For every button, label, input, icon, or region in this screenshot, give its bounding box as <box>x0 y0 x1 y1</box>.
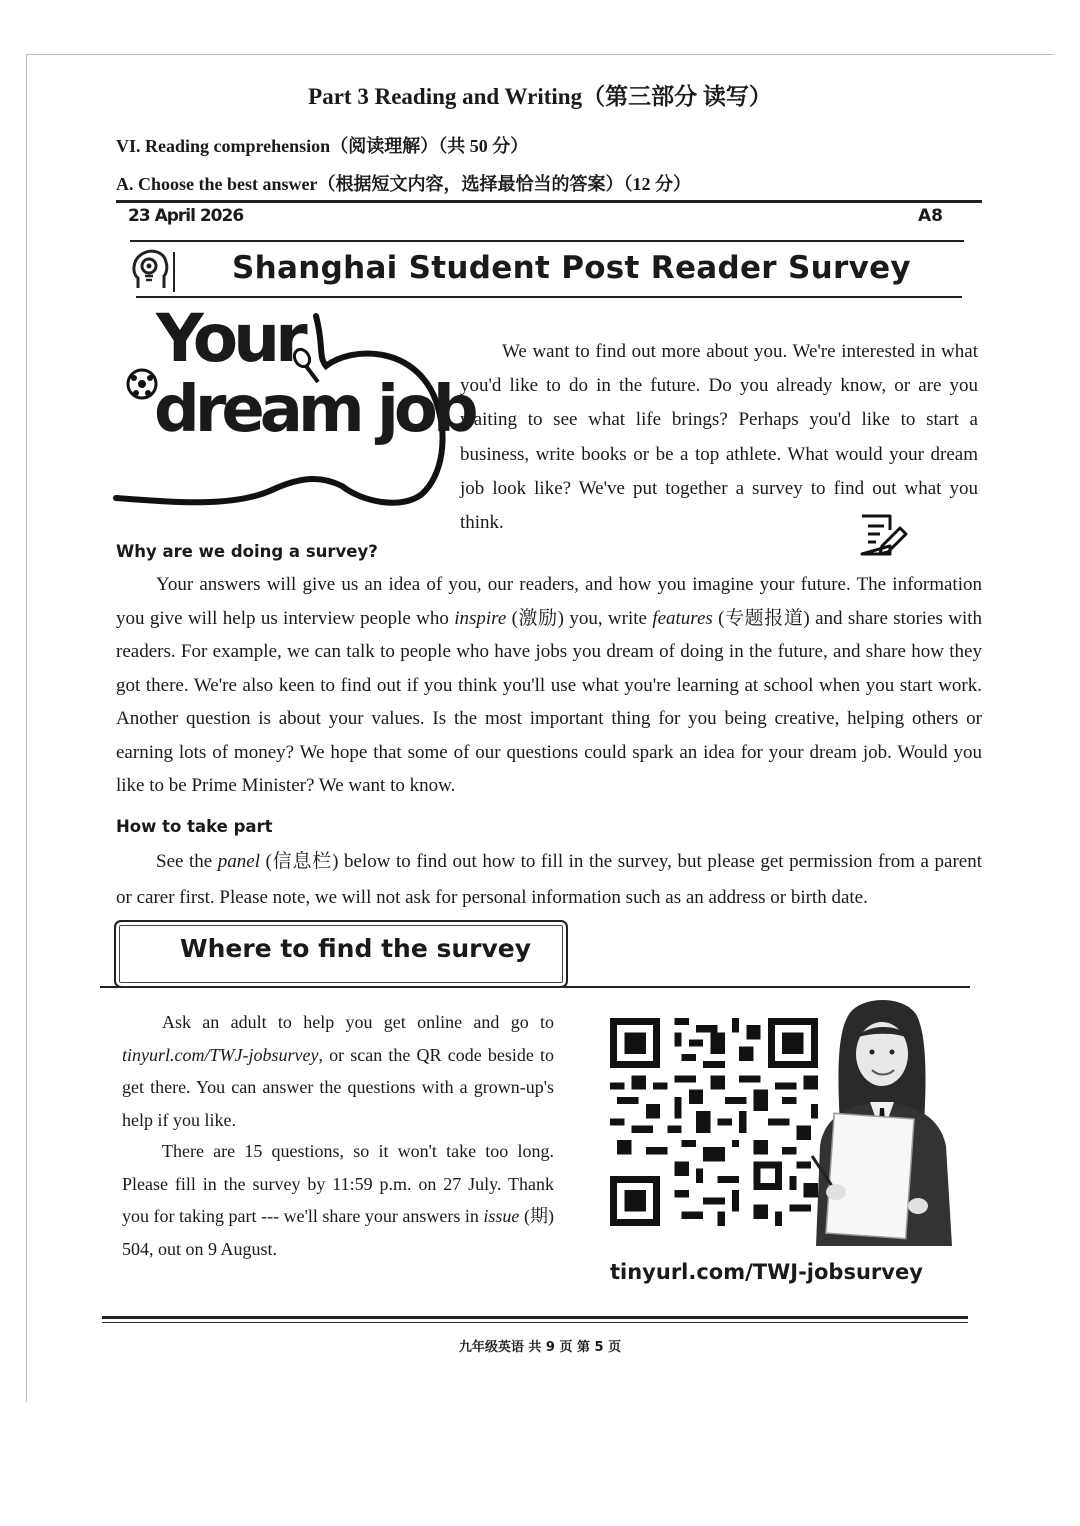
section-heading: VI. Reading comprehension（阅读理解）（共 50 分） <box>116 136 529 156</box>
dream-job-graphic-line2: dream job <box>154 373 474 447</box>
why-text: Your answers will give us an idea of you, our readers, and how you imagine your future. The information you give will help us interview people who <box>116 574 982 629</box>
why-paragraph <box>116 568 982 803</box>
panel-paragraph-1 <box>122 1006 554 1136</box>
how-heading: How to take part <box>116 817 273 836</box>
panel-text: There are 15 questions, so it won't take too long. Please fill in the survey by 11:59 p.m. on 27 July. Thank you for taking part --- we'll share your answers in <box>122 1141 554 1226</box>
head-silhouette-icon <box>130 248 178 294</box>
part-title: Part 3 Reading and Writing（第三部分 读写） <box>308 84 772 109</box>
page-footer: 九年级英语 共 9 页 第 5 页 <box>458 1340 622 1355</box>
student-illustration <box>806 996 958 1246</box>
survey-link[interactable]: tinyurl.com/TWJ-jobsurvey <box>122 1044 319 1065</box>
divider <box>136 296 962 298</box>
headline: Shanghai Student Post Reader Survey <box>232 250 911 286</box>
why-heading: Why are we doing a survey? <box>116 542 378 561</box>
keyword-issue: issue <box>483 1206 520 1226</box>
panel-paragraph-2 <box>122 1135 554 1265</box>
page-border <box>26 54 1054 55</box>
why-text: (激励) you, write <box>506 607 653 629</box>
survey-pen-icon <box>856 512 910 558</box>
how-text: below to find out how to fill in the survey, but please get permission from a parent or carer first. Please note, we will not ask for personal information such as an address or birth date. <box>116 851 983 908</box>
why-text: and share stories with readers. For example, we can talk to people who have jobs you dream of doing in the future, and share how they got there. We're also keen to find out if you think you'll use what you're learning at school when you start work. Another question is about your values. Is the most important thing for you being creative, helping others or earning lots of money? We hope that some of our questions could spark an idea for your dream job. Would you like to be Prime Minister? We want to know. <box>116 607 982 796</box>
football-icon <box>128 370 156 398</box>
newspaper-date: 23 April 2026 <box>128 206 244 226</box>
survey-url[interactable]: tinyurl.com/TWJ-jobsurvey <box>610 1260 923 1284</box>
panel-title: Where to find the survey <box>180 934 532 963</box>
divider <box>102 1322 968 1323</box>
keyword-panel: panel <box>217 851 260 872</box>
panel-text: (期) 504, out on 9 August. <box>122 1206 554 1259</box>
page-border <box>26 54 27 1402</box>
divider <box>116 200 982 203</box>
panel-text: Ask an adult to help you get online and go to <box>162 1012 554 1032</box>
intro-text: We want to find out more about you. We're interested in what you'd like to do in the future. Do you already know, or are you waiting to see what life brings? Perhaps you'd like to start a business, write books or be a top athlete. What would your dream job look like? We've put together a survey to find out what you think. <box>460 341 978 534</box>
panel-text: , or scan the QR code beside to get there. You can answer the questions with a grown-up's help if you like. <box>122 1044 554 1130</box>
intro-paragraph <box>460 335 978 540</box>
how-paragraph <box>116 844 982 916</box>
dream-job-graphic-line1: Your <box>156 300 303 377</box>
divider <box>102 1316 968 1319</box>
keyword-inspire: inspire <box>454 607 507 629</box>
keyword-features: features <box>652 607 713 629</box>
how-text: See the <box>156 851 218 872</box>
subsection-heading: A. Choose the best answer（根据短文内容，选择最恰当的答案）（12 分） <box>116 174 691 194</box>
how-text: (信息栏) <box>259 851 339 872</box>
newspaper-page-code: A8 <box>918 206 943 226</box>
why-text: (专题报道) <box>712 607 810 629</box>
divider <box>130 240 964 242</box>
divider <box>100 986 970 988</box>
qr-code[interactable] <box>610 1018 818 1226</box>
